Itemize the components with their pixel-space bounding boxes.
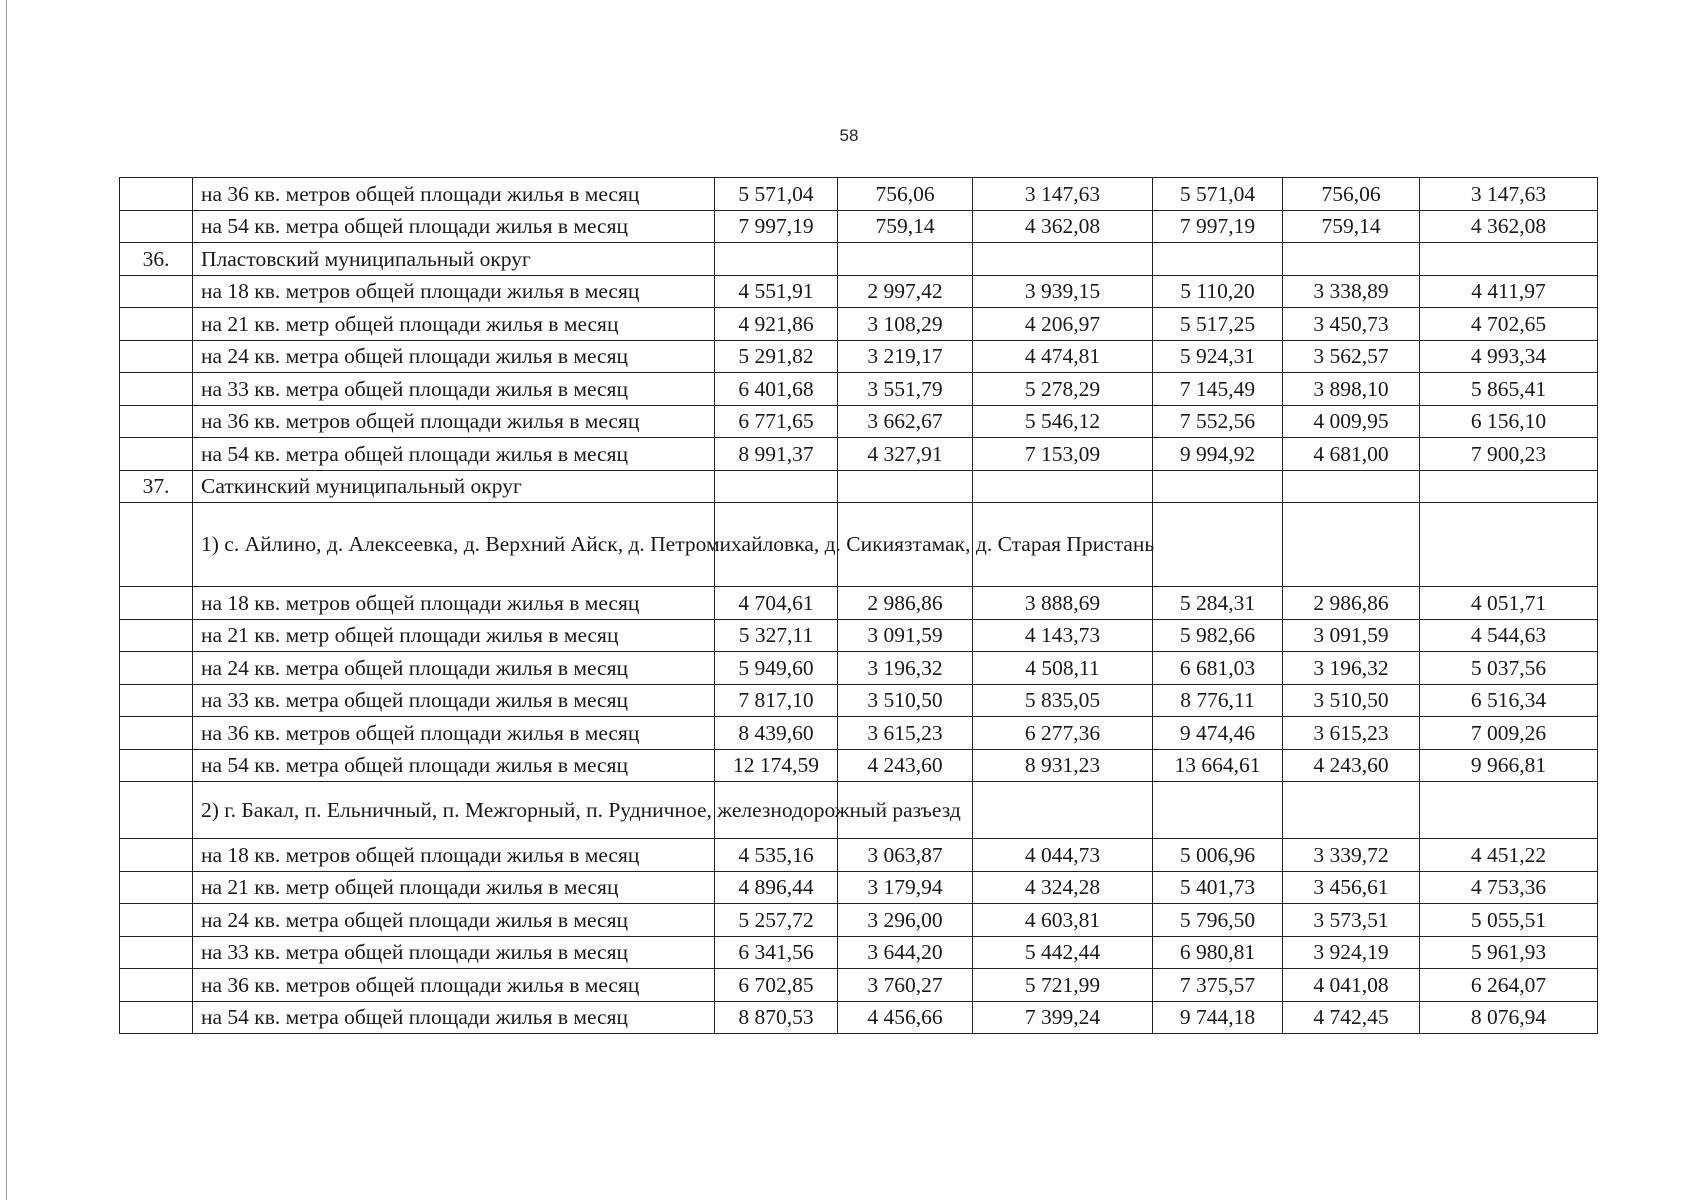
value-cell: 4 544,63: [1420, 619, 1598, 652]
table-row: [120, 373, 1598, 406]
row-label-cell: на 54 кв. метра общей площади жилья в месяц: [193, 438, 715, 471]
value-cell: [1420, 503, 1598, 587]
value-cell: 4 044,73: [973, 839, 1153, 872]
table-row: [120, 871, 1598, 904]
value-cell: 12 174,59: [715, 749, 838, 782]
value-cell: 4 041,08: [1283, 969, 1420, 1002]
table-row: [120, 684, 1598, 717]
value-cell: 4 551,91: [715, 275, 838, 308]
row-number-cell: [120, 684, 193, 717]
row-number-cell: [120, 717, 193, 750]
value-cell: 6 980,81: [1153, 936, 1283, 969]
value-cell: 7 145,49: [1153, 373, 1283, 406]
value-cell: 6 771,65: [715, 405, 838, 438]
value-cell: 5 055,51: [1420, 904, 1598, 937]
value-cell: 3 924,19: [1283, 936, 1420, 969]
value-cell: 3 338,89: [1283, 275, 1420, 308]
value-cell: 3 219,17: [838, 340, 973, 373]
table-row: [120, 210, 1598, 243]
value-cell: 4 993,34: [1420, 340, 1598, 373]
value-cell: [1153, 470, 1283, 503]
row-number-cell: [120, 275, 193, 308]
value-cell: 9 744,18: [1153, 1001, 1283, 1034]
value-cell: 3 296,00: [838, 904, 973, 937]
value-cell: 7 900,23: [1420, 438, 1598, 471]
scan-edge-line: [6, 0, 7, 1200]
value-cell: [973, 782, 1153, 839]
value-cell: 5 257,72: [715, 904, 838, 937]
value-cell: 7 009,26: [1420, 717, 1598, 750]
row-number-cell: [120, 749, 193, 782]
value-cell: [1420, 470, 1598, 503]
value-cell: 5 961,93: [1420, 936, 1598, 969]
value-cell: 4 704,61: [715, 587, 838, 620]
value-cell: 6 681,03: [1153, 652, 1283, 685]
row-label-cell: на 54 кв. метра общей площади жилья в месяц: [193, 749, 715, 782]
value-cell: [715, 243, 838, 276]
value-cell: 5 284,31: [1153, 587, 1283, 620]
value-cell: 3 939,15: [973, 275, 1153, 308]
value-cell: 5 110,20: [1153, 275, 1283, 308]
row-number-cell: [120, 871, 193, 904]
value-cell: 5 037,56: [1420, 652, 1598, 685]
table-row: [120, 904, 1598, 937]
value-cell: 5 401,73: [1153, 871, 1283, 904]
value-cell: 3 147,63: [1420, 178, 1598, 211]
value-cell: 4 451,22: [1420, 839, 1598, 872]
table-row: [120, 782, 1598, 839]
value-cell: 4 243,60: [838, 749, 973, 782]
row-number-cell: 37.: [120, 470, 193, 503]
row-label-cell: на 21 кв. метр общей площади жилья в месяц: [193, 871, 715, 904]
row-number-cell: 36.: [120, 243, 193, 276]
row-number-cell: [120, 969, 193, 1002]
value-cell: 4 603,81: [973, 904, 1153, 937]
row-number-cell: [120, 936, 193, 969]
table-row: [120, 839, 1598, 872]
row-label-cell: Пластовский муниципальный округ: [193, 243, 715, 276]
value-cell: [1420, 782, 1598, 839]
value-cell: 4 456,66: [838, 1001, 973, 1034]
row-label-cell: на 36 кв. метров общей площади жилья в месяц: [193, 717, 715, 750]
value-cell: 3 615,23: [1283, 717, 1420, 750]
value-cell: 3 760,27: [838, 969, 973, 1002]
value-cell: 3 339,72: [1283, 839, 1420, 872]
value-cell: 6 401,68: [715, 373, 838, 406]
table-row: [120, 275, 1598, 308]
value-cell: 4 681,00: [1283, 438, 1420, 471]
value-cell: 4 702,65: [1420, 308, 1598, 341]
value-cell: 5 517,25: [1153, 308, 1283, 341]
value-cell: 4 362,08: [1420, 210, 1598, 243]
value-cell: 8 776,11: [1153, 684, 1283, 717]
value-cell: 5 442,44: [973, 936, 1153, 969]
table-row: [120, 503, 1598, 587]
value-cell: 4 009,95: [1283, 405, 1420, 438]
value-cell: 756,06: [838, 178, 973, 211]
row-label-cell: на 21 кв. метр общей площади жилья в месяц: [193, 619, 715, 652]
value-cell: 6 702,85: [715, 969, 838, 1002]
value-cell: 13 664,61: [1153, 749, 1283, 782]
value-cell: 6 516,34: [1420, 684, 1598, 717]
value-cell: 3 450,73: [1283, 308, 1420, 341]
value-cell: 3 063,87: [838, 839, 973, 872]
value-cell: 9 966,81: [1420, 749, 1598, 782]
row-label-cell: 2) г. Бакал, п. Ельничный, п. Межгорный, п. Рудничное, железнодорожный разъезд: [193, 782, 715, 839]
value-cell: 8 870,53: [715, 1001, 838, 1034]
row-label-cell: на 33 кв. метра общей площади жилья в месяц: [193, 936, 715, 969]
value-cell: 3 091,59: [1283, 619, 1420, 652]
table-row: [120, 438, 1598, 471]
row-number-cell: [120, 405, 193, 438]
value-cell: 7 552,56: [1153, 405, 1283, 438]
value-cell: 5 949,60: [715, 652, 838, 685]
value-cell: 7 817,10: [715, 684, 838, 717]
table-row: [120, 405, 1598, 438]
value-cell: 8 076,94: [1420, 1001, 1598, 1034]
row-number-cell: [120, 619, 193, 652]
value-cell: 5 571,04: [1153, 178, 1283, 211]
value-cell: [1283, 243, 1420, 276]
row-number-cell: [120, 178, 193, 211]
table-body: [120, 178, 1598, 1034]
value-cell: 3 888,69: [973, 587, 1153, 620]
value-cell: 4 051,71: [1420, 587, 1598, 620]
value-cell: 756,06: [1283, 178, 1420, 211]
value-cell: 4 206,97: [973, 308, 1153, 341]
value-cell: 8 991,37: [715, 438, 838, 471]
value-cell: 3 456,61: [1283, 871, 1420, 904]
value-cell: [973, 470, 1153, 503]
value-cell: 2 997,42: [838, 275, 973, 308]
row-number-cell: [120, 652, 193, 685]
value-cell: 8 931,23: [973, 749, 1153, 782]
row-number-cell: [120, 503, 193, 587]
value-cell: 4 411,97: [1420, 275, 1598, 308]
value-cell: 3 573,51: [1283, 904, 1420, 937]
value-cell: 759,14: [838, 210, 973, 243]
value-cell: 8 439,60: [715, 717, 838, 750]
value-cell: 5 796,50: [1153, 904, 1283, 937]
value-cell: 4 243,60: [1283, 749, 1420, 782]
value-cell: 4 474,81: [973, 340, 1153, 373]
table-row: [120, 178, 1598, 211]
value-cell: [1153, 243, 1283, 276]
table-row: [120, 243, 1598, 276]
value-cell: 5 006,96: [1153, 839, 1283, 872]
value-cell: 5 721,99: [973, 969, 1153, 1002]
table-row: [120, 587, 1598, 620]
value-cell: 3 196,32: [838, 652, 973, 685]
row-label-cell: на 21 кв. метр общей площади жилья в месяц: [193, 308, 715, 341]
value-cell: 2 986,86: [838, 587, 973, 620]
value-cell: 5 835,05: [973, 684, 1153, 717]
value-cell: 3 615,23: [838, 717, 973, 750]
value-cell: 5 327,11: [715, 619, 838, 652]
row-label-cell: на 18 кв. метров общей площади жилья в месяц: [193, 839, 715, 872]
table-row: [120, 749, 1598, 782]
row-number-cell: [120, 1001, 193, 1034]
row-label-cell: на 54 кв. метра общей площади жилья в месяц: [193, 1001, 715, 1034]
value-cell: 5 546,12: [973, 405, 1153, 438]
value-cell: 3 510,50: [838, 684, 973, 717]
row-number-cell: [120, 210, 193, 243]
value-cell: 5 278,29: [973, 373, 1153, 406]
value-cell: 7 997,19: [715, 210, 838, 243]
row-number-cell: [120, 904, 193, 937]
value-cell: [838, 243, 973, 276]
row-number-cell: [120, 587, 193, 620]
value-cell: 7 153,09: [973, 438, 1153, 471]
row-label-cell: на 24 кв. метра общей площади жилья в месяц: [193, 340, 715, 373]
value-cell: 4 324,28: [973, 871, 1153, 904]
table-row: [120, 308, 1598, 341]
value-cell: [1283, 470, 1420, 503]
row-number-cell: [120, 308, 193, 341]
value-cell: 5 982,66: [1153, 619, 1283, 652]
row-number-cell: [120, 839, 193, 872]
table-row: [120, 1001, 1598, 1034]
value-cell: 4 896,44: [715, 871, 838, 904]
row-label-cell: на 36 кв. метров общей площади жилья в месяц: [193, 405, 715, 438]
row-label-cell: на 54 кв. метра общей площади жилья в месяц: [193, 210, 715, 243]
table-row: [120, 619, 1598, 652]
value-cell: [838, 470, 973, 503]
row-label-cell: на 36 кв. метров общей площади жилья в месяц: [193, 969, 715, 1002]
value-cell: 759,14: [1283, 210, 1420, 243]
row-label-cell: на 24 кв. метра общей площади жилья в месяц: [193, 904, 715, 937]
value-cell: 3 147,63: [973, 178, 1153, 211]
value-cell: 5 291,82: [715, 340, 838, 373]
value-cell: 4 921,86: [715, 308, 838, 341]
row-number-cell: [120, 340, 193, 373]
row-label-cell: на 18 кв. метров общей площади жилья в месяц: [193, 587, 715, 620]
value-cell: 4 362,08: [973, 210, 1153, 243]
value-cell: 2 986,86: [1283, 587, 1420, 620]
value-cell: 4 508,11: [973, 652, 1153, 685]
value-cell: 4 143,73: [973, 619, 1153, 652]
table-row: [120, 340, 1598, 373]
value-cell: 7 997,19: [1153, 210, 1283, 243]
value-cell: 4 753,36: [1420, 871, 1598, 904]
value-cell: 5 924,31: [1153, 340, 1283, 373]
value-cell: 3 662,67: [838, 405, 973, 438]
value-cell: 3 562,57: [1283, 340, 1420, 373]
row-label-cell: 1) с. Айлино, д. Алексеевка, д. Верхний Айск, д. Петромихайловка, д. Сикиязтамак, д. Старая Пристань: [193, 503, 715, 587]
table-row: [120, 717, 1598, 750]
value-cell: 6 341,56: [715, 936, 838, 969]
value-cell: 5 865,41: [1420, 373, 1598, 406]
value-cell: [1283, 503, 1420, 587]
value-cell: [1153, 782, 1283, 839]
row-label-cell: Саткинский муниципальный округ: [193, 470, 715, 503]
value-cell: 4 327,91: [838, 438, 973, 471]
value-cell: 4 535,16: [715, 839, 838, 872]
value-cell: 3 510,50: [1283, 684, 1420, 717]
value-cell: 3 551,79: [838, 373, 973, 406]
row-label-cell: на 33 кв. метра общей площади жилья в месяц: [193, 684, 715, 717]
value-cell: 9 474,46: [1153, 717, 1283, 750]
value-cell: 3 644,20: [838, 936, 973, 969]
subsistence-table: [119, 177, 1598, 1034]
value-cell: 6 156,10: [1420, 405, 1598, 438]
value-cell: 3 108,29: [838, 308, 973, 341]
value-cell: [1283, 782, 1420, 839]
row-label-cell: на 33 кв. метра общей площади жилья в месяц: [193, 373, 715, 406]
value-cell: 7 375,57: [1153, 969, 1283, 1002]
value-cell: 3 179,94: [838, 871, 973, 904]
value-cell: [973, 243, 1153, 276]
row-label-cell: на 18 кв. метров общей площади жилья в месяц: [193, 275, 715, 308]
value-cell: 4 742,45: [1283, 1001, 1420, 1034]
value-cell: 3 091,59: [838, 619, 973, 652]
row-number-cell: [120, 782, 193, 839]
value-cell: 7 399,24: [973, 1001, 1153, 1034]
value-cell: [715, 470, 838, 503]
value-cell: 6 277,36: [973, 717, 1153, 750]
table-row: [120, 652, 1598, 685]
row-label-cell: на 36 кв. метров общей площади жилья в месяц: [193, 178, 715, 211]
page-number: 58: [839, 126, 859, 145]
table-row: [120, 936, 1598, 969]
value-cell: 3 898,10: [1283, 373, 1420, 406]
value-cell: 9 994,92: [1153, 438, 1283, 471]
row-number-cell: [120, 373, 193, 406]
row-label-cell: на 24 кв. метра общей площади жилья в месяц: [193, 652, 715, 685]
value-cell: [1153, 503, 1283, 587]
value-cell: 5 571,04: [715, 178, 838, 211]
value-cell: 6 264,07: [1420, 969, 1598, 1002]
row-number-cell: [120, 438, 193, 471]
table-row: [120, 470, 1598, 503]
table-row: [120, 969, 1598, 1002]
value-cell: [1420, 243, 1598, 276]
value-cell: 3 196,32: [1283, 652, 1420, 685]
